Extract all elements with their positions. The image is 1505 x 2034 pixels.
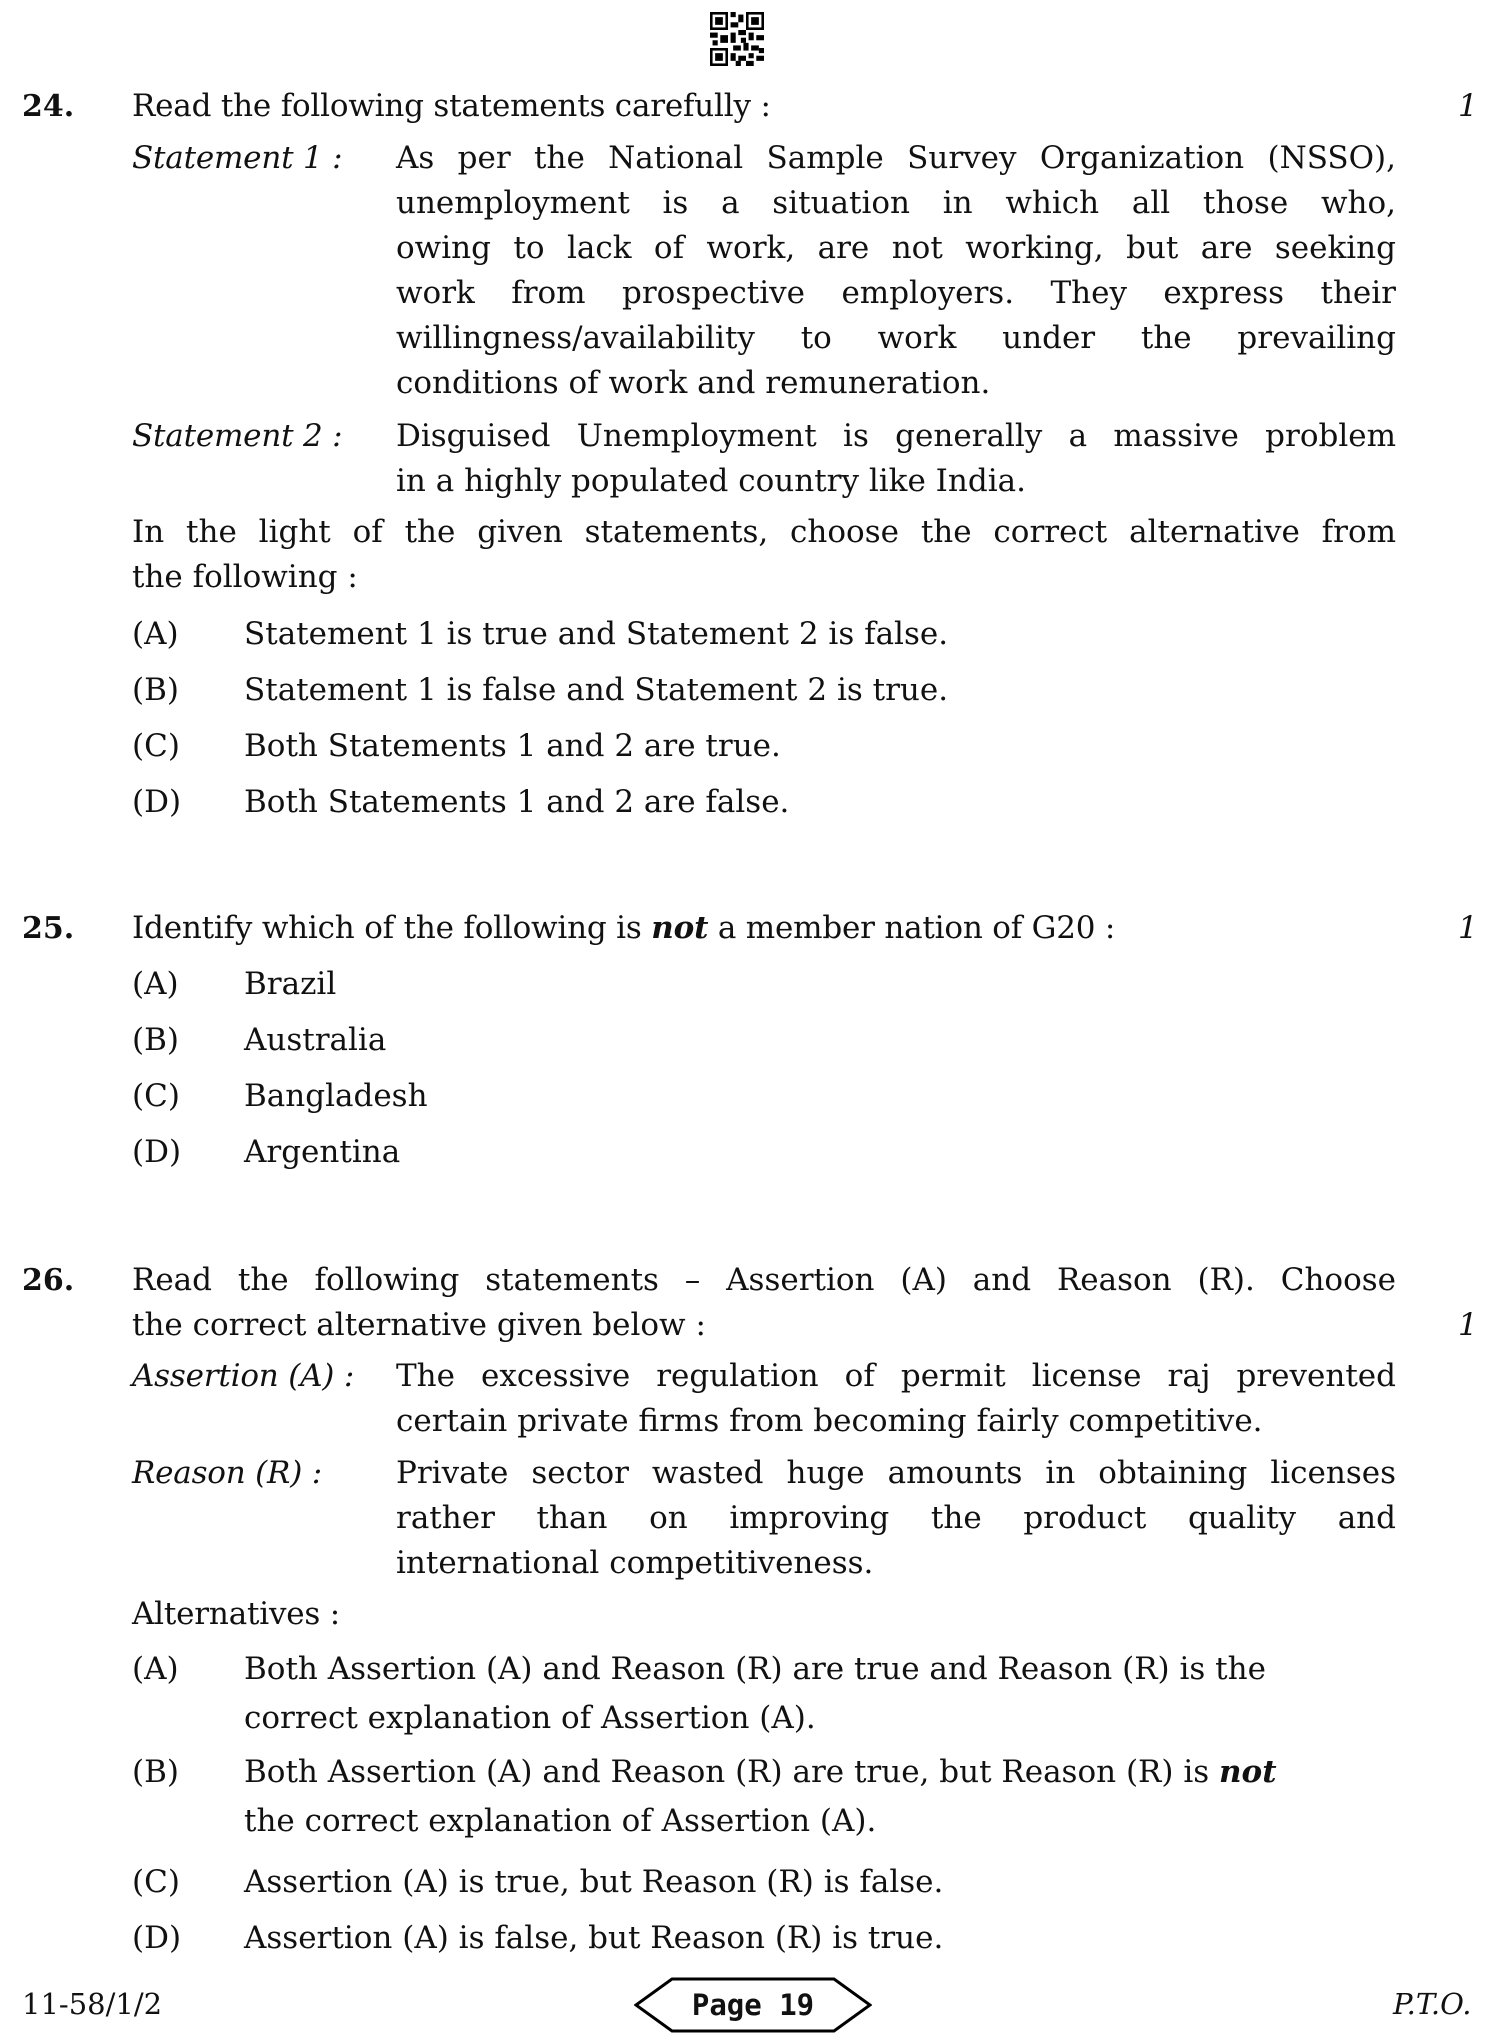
question-marks: 1 xyxy=(1458,88,1478,124)
statement-1-text: As per the National Sample Survey Organization (NSSO), unemployment is a situation in which all those who, owing to lack of work, are not working, but are seeking work from prospective employers. They express their willingness/availability to work under the prevailing conditions of work and remuneration. xyxy=(396,140,1396,401)
page-number: Page 19 xyxy=(691,1988,815,2022)
reason-label: Reason (R) : xyxy=(132,1455,322,1491)
question-stem: Read the following statements – Assertion (A) and Reason (R). Choose the correct alternative given below : xyxy=(132,1262,1396,1343)
assertion-text: The excessive regulation of permit license raj prevented certain private firms from becoming fairly competitive. xyxy=(396,1358,1396,1439)
question-stem: Read the following statements carefully : xyxy=(132,88,771,124)
question-number: 25. xyxy=(22,911,75,946)
question-stem: Identify which of the following is not a member nation of G20 : xyxy=(132,910,1116,946)
please-turn-over: P.T.O. xyxy=(1393,1987,1472,2021)
assertion-label: Assertion (A) : xyxy=(132,1358,355,1394)
exam-page: 24. Read the following statements carefully : 1 Statement 1 : As per the National Sample Survey Organization (NSSO), unemployment is a situation in which all those who, owing to lack of work, are not working, but are seeking work from prospective employers. They express their willingness/availability to work under the prevailing conditions of work and remuneration. Statement 2 : Disguised Unemployment is generally a massive problem in a highly populated country like India. In the light of the given statements, choose the correct alternative from the following : (A) Statement 1 is true and Statement 2 is false. (B) Statement 1 is false and Statement 2 is true. (C) Both Statements 1 and 2 are true. (D) Both Statements 1 and 2 are false. 25. Identify which of the following is not a member nation of G20 : 1 (A) Brazil (B) Australia (C) Bangladesh (D) Argentina 26. Read the following statements – Assertion (A) and Reason (R). Choose the correct alternative given below : 1 Assertion (A) : The excessive regulation of permit license raj prevented certain private firms from becoming fairly competitive. Reason (R) : Private sector wasted huge amounts in obtaining licenses rather than on improving the product quality and international competitiveness. Alternatives : (A) Both Assertion (A) and Reason (R) are true and Reason (R) is the correct explanation of Assertion (A). (B) Both Assertion (A) and Reason (R) are true, but Reason (R) is not the correct explanation of Assertion (A). (C) Assertion (A) is true, but Reason (R) is false. (D) Assertion (A) is false, but Reason (R) is true. 11-58/1/2 Page 19 P.T.O. xyxy=(0,0,1505,2034)
reason-text: Private sector wasted huge amounts in obtaining licenses rather than on improving the product quality and international competitiveness. xyxy=(396,1455,1396,1581)
statement-2-label: Statement 2 : xyxy=(132,418,343,454)
question-instruction: In the light of the given statements, choose the correct alternative from the following : xyxy=(132,514,1396,595)
page-number-badge xyxy=(634,1977,872,2033)
qr-code-icon xyxy=(710,12,764,66)
paper-code: 11-58/1/2 xyxy=(22,1987,163,2021)
statement-1-label: Statement 1 : xyxy=(132,140,343,176)
statement-2-text: Disguised Unemployment is generally a massive problem in a highly populated country like India. xyxy=(396,418,1396,499)
question-marks: 1 xyxy=(1458,1307,1478,1343)
question-number: 26. xyxy=(22,1263,75,1298)
question-marks: 1 xyxy=(1458,910,1478,946)
alternatives-label: Alternatives : xyxy=(132,1596,341,1632)
question-number: 24. xyxy=(22,89,75,124)
